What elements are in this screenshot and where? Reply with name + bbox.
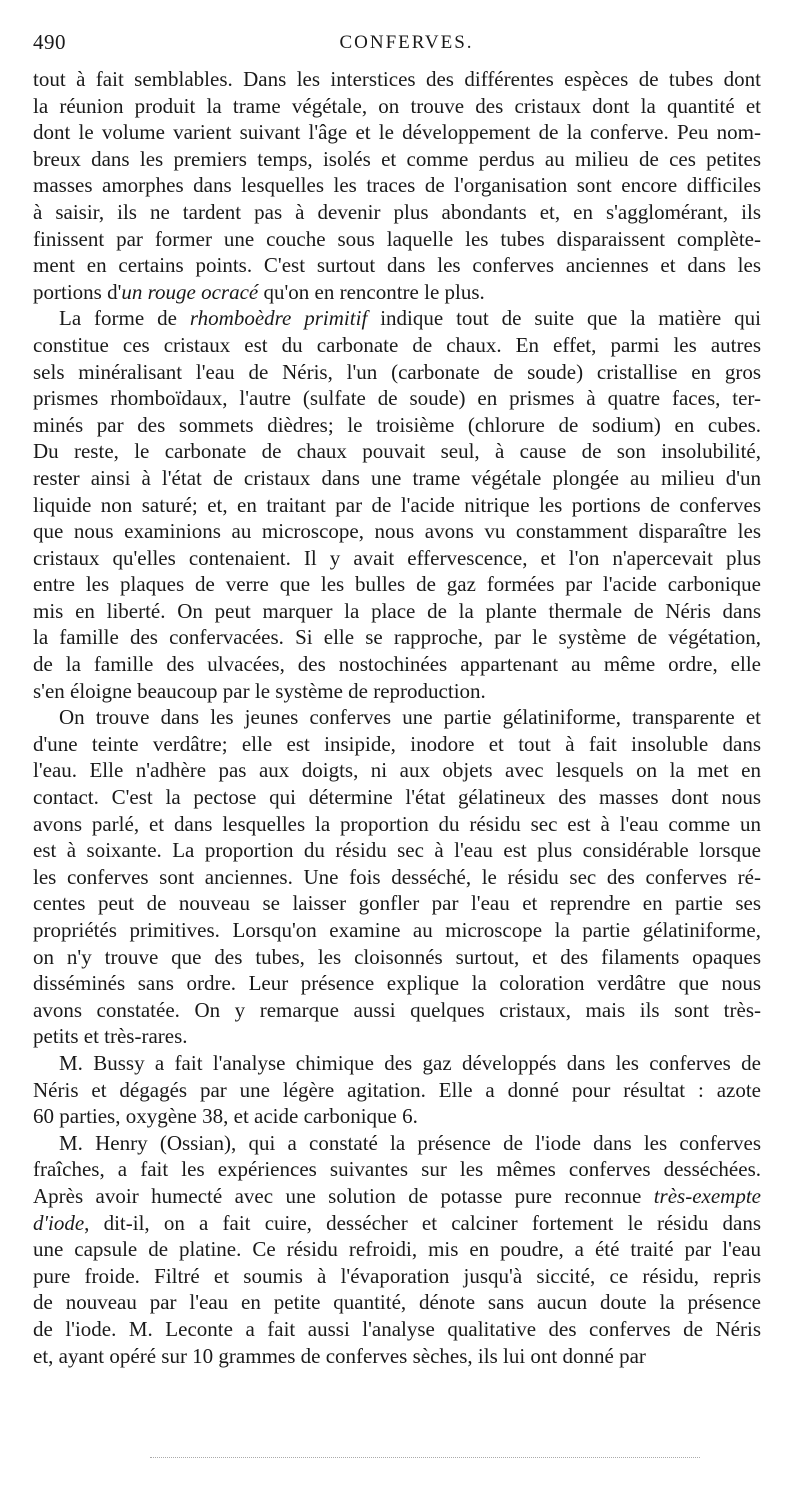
paragraph (33, 704, 761, 1050)
page-header (33, 30, 760, 60)
page-number: 490 (33, 30, 66, 54)
text-line: rester ainsi à l'état de cristaux dans une trame végétale plongée au milieu d'un (33, 465, 761, 490)
text-line: que nous examinions au microscope, nous avons vu constamment disparaître les (33, 519, 761, 544)
paragraph (33, 66, 761, 305)
running-title: CONFERVES. (339, 32, 474, 53)
text-line: d'une teinte verdâtre; elle est insipide, inodore et tout à fait insoluble dans (33, 731, 761, 756)
paragraph (33, 1130, 761, 1369)
text-line: La forme de rhomboèdre primitif indique tout de suite que la matière qui (59, 306, 761, 331)
paragraph (33, 305, 761, 704)
text-line: centes peut de nouveau se laisser gonfler par l'eau et reprendre en partie ses (33, 891, 761, 916)
text-line: petits et très-rares. (33, 1024, 188, 1049)
text-line: portions d'un rouge ocracé qu'on en rencontre le plus. (33, 279, 485, 304)
text-line: s'en éloigne beaucoup par le système de reproduction. (33, 678, 486, 703)
text-line: Du reste, le carbonate de chaux pouvait seul, à cause de son insolubilité, (33, 439, 761, 464)
text-line: entre les plaques de verre que les bulles de gaz formées par l'acide carbonique (33, 572, 761, 597)
text-line: minés par des sommets dièdres; le troisième (chlorure de sodium) en cubes. (33, 412, 761, 437)
text-line: les conferves sont anciennes. Une fois desséché, le résidu sec des conferves ré- (33, 864, 761, 889)
text-line: avons parlé, et dans lesquelles la proportion du résidu sec est à l'eau comme un (33, 811, 761, 836)
text-line: ment en certains points. C'est surtout dans les conferves anciennes et dans les (33, 253, 761, 278)
text-line: Après avoir humecté avec une solution de potasse pure reconnue très-exempte (33, 1183, 761, 1208)
paragraph (33, 1050, 761, 1130)
text-line: dont le volume varient suivant l'âge et le développement de la conferve. Peu nom- (33, 120, 761, 145)
text-line: constitue ces cristaux est du carbonate de chaux. En effet, parmi les autres (33, 332, 761, 357)
text-line: On trouve dans les jeunes conferves une partie gélatiniforme, transparente et (59, 705, 761, 730)
text-line: et, ayant opéré sur 10 grammes de conferves sèches, ils lui ont donné par (33, 1343, 646, 1368)
text-line: une capsule de platine. Ce résidu refroidi, mis en poudre, a été traité par l'eau (33, 1237, 761, 1262)
text-line: liquide non saturé; et, en traitant par de l'acide nitrique les portions de conferves (33, 492, 761, 517)
text-line: 60 parties, oxygène 38, et acide carbonique 6. (33, 1104, 418, 1129)
text-line: cristaux qu'elles contenaient. Il y avait effervescence, et l'on n'apercevait plus (33, 545, 761, 570)
text-line: tout à fait semblables. Dans les interstices des différentes espèces de tubes dont (33, 67, 761, 91)
text-line: fraîches, a fait les expériences suivantes sur les mêmes conferves desséchées. (33, 1157, 761, 1182)
text-line: disséminés sans ordre. Leur présence explique la coloration verdâtre que nous (33, 971, 761, 996)
text-line: M. Henry (Ossian), qui a constaté la présence de l'iode dans les conferves (59, 1130, 761, 1155)
text-line: la famille des confervacées. Si elle se rapproche, par le système de végétation, (33, 625, 761, 650)
text-line: mis en liberté. On peut marquer la place de la plante thermale de Néris dans (33, 598, 761, 623)
text-line: de l'iode. M. Leconte a fait aussi l'analyse qualitative des conferves de Néris (33, 1316, 761, 1341)
text-line: pure froide. Filtré et soumis à l'évaporation jusqu'à siccité, ce résidu, repris (33, 1263, 761, 1288)
text-line: Néris et dégagés par une légère agitation. Elle a donné pour résultat : azote (33, 1077, 761, 1102)
text-line: est à soixante. La proportion du résidu sec à l'eau est plus considérable lorsque (33, 838, 761, 863)
text-line: avons constatée. On y remarque aussi quelques cristaux, mais ils sont très- (33, 997, 761, 1022)
text-line: contact. C'est la pectose qui détermine l'état gélatineux des masses dont nous (33, 785, 761, 810)
text-line: de la famille des ulvacées, des nostochinées appartenant au même ordre, elle (33, 652, 761, 677)
text-line: l'eau. Elle n'adhère pas aux doigts, ni aux objets avec lesquels on la met en (33, 758, 761, 783)
text-line: breux dans les premiers temps, isolés et comme perdus au milieu de ces petites (33, 146, 761, 171)
text-line: masses amorphes dans lesquelles les traces de l'organisation sont encore difficiles (33, 173, 761, 198)
text-line: d'iode, dit-il, on a fait cuire, dessécher et calciner fortement le résidu dans (33, 1210, 761, 1235)
text-line: de nouveau par l'eau en petite quantité, dénote sans aucun doute la présence (33, 1290, 761, 1315)
text-line: prismes rhomboïdaux, l'autre (sulfate de soude) en prismes à quatre faces, ter- (33, 386, 761, 411)
text-line: propriétés primitives. Lorsqu'on examine au microscope la partie gélatiniforme, (33, 918, 761, 942)
text-line: à saisir, ils ne tardent pas à devenir plus abondants et, en s'agglomérant, ils (33, 199, 761, 224)
text-line: M. Bussy a fait l'analyse chimique des gaz développés dans les conferves de (59, 1050, 761, 1075)
text-line: on n'y trouve que des tubes, les cloisonnés surtout, et des filaments opaques (33, 944, 761, 969)
text-line: finissent par former une couche sous laquelle les tubes disparaissent complète- (33, 226, 761, 251)
body-text (33, 66, 761, 1369)
text-line: sels minéralisant l'eau de Néris, l'un (carbonate de soude) cristallise en gros (33, 359, 761, 384)
text-line: la réunion produit la trame végétale, on trouve des cristaux dont la quantité et (33, 93, 761, 118)
footer-rule (150, 1457, 700, 1458)
